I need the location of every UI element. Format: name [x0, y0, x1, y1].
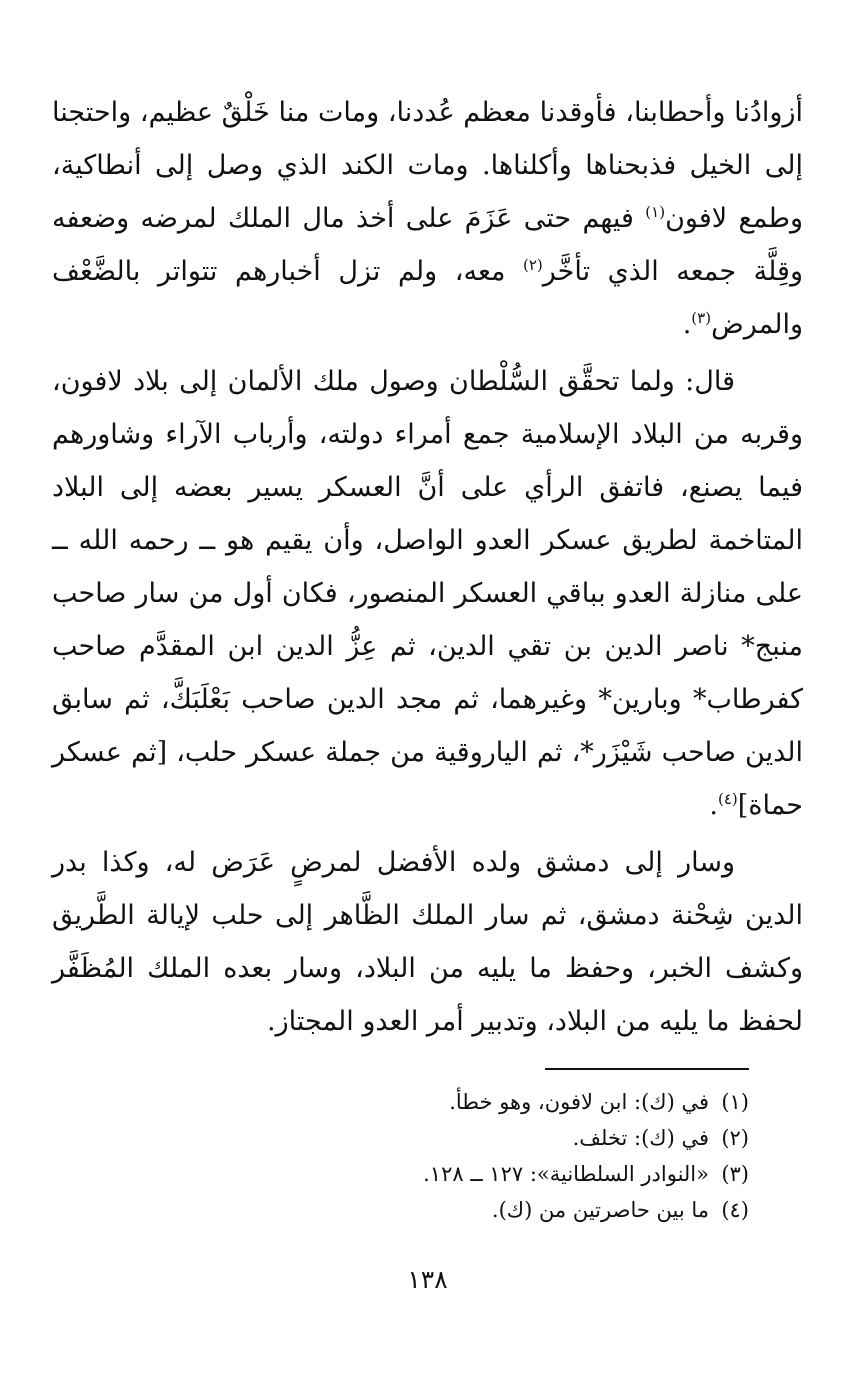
- paragraph-1-text-d: .: [682, 309, 692, 340]
- footnote-divider: [545, 1068, 749, 1070]
- footnote-number: (٤): [721, 1198, 749, 1222]
- footnote-1: [120, 1084, 749, 1120]
- footnote-ref-4[interactable]: (٤): [718, 790, 738, 808]
- footnote-text: ما بين حاصرتين من (ك).: [491, 1198, 709, 1222]
- footnote-number: (١): [721, 1090, 749, 1114]
- paragraph-3: وسار إلى دمشق ولده الأفضل لمرضٍ عَرَض له، وكذا بدر الدين شِحْنة دمشق، ثم سار الملك الظَّاهر إلى حلب لإيالة الطَّريق وكشف الخبر، وحفظ ما يليه من البلاد، وسار بعده الملك المُظَفَّر لحفظ ما يليه من البلاد، وتدبير أمر العدو المجتاز.: [52, 847, 803, 1037]
- paragraph-2-text-b: .: [709, 790, 718, 821]
- footnote-ref-3[interactable]: (٣): [691, 309, 712, 327]
- footnote-text: «النوادر السلطانية»: ١٢٧ ــ ١٢٨.: [423, 1162, 709, 1186]
- footnote-2: [120, 1120, 749, 1156]
- footnotes-list: [120, 1084, 749, 1228]
- footnote-text: في (ك): ابن لافون، وهو خطأ.: [449, 1090, 709, 1114]
- main-text: [52, 86, 803, 1048]
- footnote-3: [120, 1156, 749, 1192]
- paragraph-1: [52, 86, 803, 351]
- footnote-number: (٢): [721, 1126, 749, 1150]
- footnote-text: في (ك): تخلف.: [572, 1126, 709, 1150]
- footnote-ref-2[interactable]: (٢): [523, 256, 543, 274]
- paragraph-2: [52, 355, 803, 832]
- paragraph-1-text-c: معه، ولم تزل أخبارهم تتواتر بالضَّعْف والمرض: [52, 256, 803, 340]
- footnote-ref-1[interactable]: (١): [645, 203, 666, 221]
- paragraph-1-text-b: فيهم حتى عَزَمَ على أخذ مال الملك لمرضه وضعفه وقِلَّة جمعه الذي تأخَّر: [52, 203, 803, 287]
- page-number: ١٣٨: [407, 1265, 448, 1294]
- paragraph-2-text-a: قال: ولما تحقَّق السُّلْطان وصول ملك الألمان إلى بلاد لافون، وقربه من البلاد الإسلامية جمع أمراء دولته، وأرباب الآراء وشاورهم فيما يصنع، فاتفق الرأي على أنَّ العسكر يسير بعضه إلى البلاد المتاخمة لطريق عسكر العدو الواصل، وأن يقيم هو ــ رحمه الله ــ على منازلة العدو بباقي العسكر المنصور، فكان أول من سار صاحب منبج* ناصر الدين بن تقي الدين، ثم عِزُّ الدين ابن المقدَّم صاحب كفرطاب* وبارين* وغيرهما، ثم مجد الدين صاحب بَعْلَبَكَّ، ثم سابق الدين صاحب شَيْزَر*، ثم الياروقية من جملة عسكر حلب، [ثم عسكر حماة]: [52, 366, 804, 821]
- paragraph-1-text-a: أزوادُنا وأحطابنا، فأوقدنا معظم عُددنا، ومات منا خَلْقٌ عظيم، واحتجنا إلى الخيل فذبحناها وأكلناها. ومات الكند الذي وصل إلى أنطاكية، وطمع لافون: [52, 97, 804, 234]
- footnote-number: (٣): [721, 1162, 749, 1186]
- footnote-4: [120, 1192, 749, 1228]
